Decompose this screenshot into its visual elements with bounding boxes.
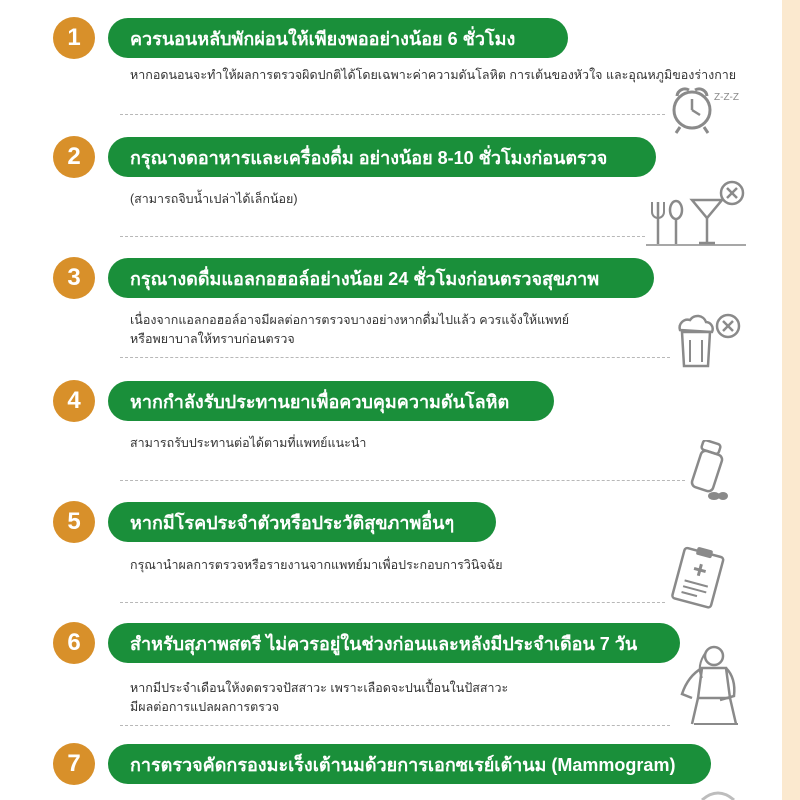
step-number-badge: 4 [53,380,95,422]
step-title-pill: หากกำลังรับประทานยาเพื่อควบคุมความดันโลหิต [108,381,554,421]
step-description: กรุณานำผลการตรวจหรือรายงานจากแพทย์มาเพื่อประกอบการวินิจฉัย [130,558,503,572]
step-number-badge: 1 [53,17,95,59]
step-title-pill: หากมีโรคประจำตัวหรือประวัติสุขภาพอื่นๆ [108,502,496,542]
step-description: หากมีประจำเดือนให้งดตรวจปัสสาวะ เพราะเลือดจะปนเปื้อนในปัสสาวะ มีผลต่อการแปลผลการตรวจ [130,681,509,714]
dashed-divider [120,602,665,603]
step-title-pill: กรุณางดดื่มแอลกอฮอล์อย่างน้อย 24 ชั่วโมงก่อนตรวจสุขภาพ [108,258,654,298]
step-number-badge: 3 [53,257,95,299]
dashed-divider [120,725,670,726]
step-title-pill: สำหรับสุภาพสตรี ไม่ควรอยู่ในช่วงก่อนและหลังมีประจำเดือน 7 วัน [108,623,680,663]
medicine-bottle-icon [690,440,730,502]
step-number-badge: 5 [53,501,95,543]
page-side-margin [782,0,800,800]
step-description: หากอดนอนจะทำให้ผลการตรวจผิดปกติได้โดยเฉพาะค่าความดันโลหิต การเต้นของหัวใจ และอุณหภูมิของร่างกาย [130,68,737,82]
dashed-divider [120,357,670,358]
step-number-badge: 2 [53,136,95,178]
no-food-drink-icon [646,180,746,246]
dashed-divider [120,480,685,481]
step-description: (สามารถจิบน้ำเปล่าได้เล็กน้อย) [130,192,298,206]
medical-report-icon [666,544,732,610]
step-number-badge: 7 [53,743,95,785]
zzz-label: Z-Z-Z [714,92,739,103]
step-number-badge: 6 [53,622,95,664]
no-beer-icon [676,312,742,368]
mammogram-icon [698,790,738,800]
step-description: สามารถรับประทานต่อได้ตามที่แพทย์แนะนำ [130,436,367,450]
step-title-pill: การตรวจคัดกรองมะเร็งเต้านมด้วยการเอกซเรย์เต้านม (Mammogram) [108,744,711,784]
woman-cramp-icon [674,644,744,730]
step-description: เนื่องจากแอลกอฮอล์อาจมีผลต่อการตรวจบางอย่างหากดื่มไปแล้ว ควรแจ้งให้แพทย์ หรือพยาบาลให้ทราบก่อนตรวจ [130,313,570,346]
step-title-pill: ควรนอนหลับพักผ่อนให้เพียงพออย่างน้อย 6 ชั่วโมง [108,18,568,58]
step-title-pill: กรุณางดอาหารและเครื่องดื่ม อย่างน้อย 8-10 ชั่วโมงก่อนตรวจ [108,137,656,177]
dashed-divider [120,236,645,237]
